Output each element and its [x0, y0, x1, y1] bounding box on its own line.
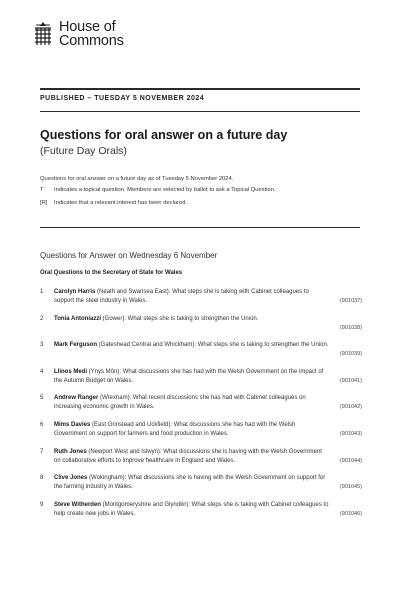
question-body [54, 368, 329, 386]
member-constituency: (Newport West and Islwyn): [86, 448, 164, 455]
legend-symbol: T [40, 187, 44, 193]
question-reference: (901038) [339, 324, 362, 331]
member-name: Tonia Antoniazzi [54, 315, 101, 322]
logo-line-1: House of [59, 19, 116, 35]
question-text: What recent discussions she has had with Cabinet colleagues on increasing economic growth in Wales. [54, 395, 306, 411]
question-reference: (901044) [339, 457, 362, 464]
member-constituency: (Gateshead Central and Whickham): [97, 342, 198, 349]
logo-wordmark [59, 20, 124, 48]
answer-date-heading: Questions for Answer on Wednesday 6 November [40, 251, 218, 260]
question-text: What discussions she is having with the Welsh Government on collaborative efforts to improve healthcare in England and Wales. [54, 448, 322, 464]
question-item [40, 288, 362, 315]
member-constituency: (Ynys Môn): [87, 368, 123, 375]
question-body [54, 341, 329, 350]
divider-published [40, 111, 360, 112]
question-item [40, 341, 362, 368]
member-constituency: (Montgomeryshire and Glyndŵr): [100, 501, 192, 508]
member-constituency: (Wrexham): [98, 395, 133, 402]
question-body [54, 421, 329, 439]
intro-text: Questions for oral answer on a future day as of Tuesday 5 November 2024. [40, 176, 234, 182]
question-list [40, 288, 362, 527]
portcullis-icon [34, 21, 54, 47]
member-constituency: (Neath and Swansea East): [95, 289, 173, 295]
question-item [40, 474, 362, 501]
question-reference: (901037) [339, 298, 362, 304]
question-reference: (901039) [339, 351, 362, 358]
question-number: 3 [40, 342, 44, 349]
question-item [40, 315, 362, 342]
legend-topical [40, 187, 276, 193]
question-item [40, 448, 362, 475]
question-text: What discussions she has had with the Welsh Government on the impact of the Autumn Budget on Wales. [54, 368, 324, 384]
member-name: Andrew Ranger [54, 395, 99, 402]
department-heading: Oral Questions to the Secretary of State for Wales [40, 270, 183, 276]
question-text: What discussions she has had with the Welsh Government on support for farmers and food production in Wales. [54, 421, 296, 437]
question-number: 4 [40, 368, 44, 375]
divider-top [40, 88, 360, 90]
legend-text: Indicates that a relevant interest has been declared. [54, 200, 188, 206]
question-body [54, 394, 329, 412]
question-number: 6 [40, 421, 44, 428]
legend-symbol: [R] [40, 200, 48, 206]
question-reference: (901045) [339, 484, 362, 491]
member-name: Mims Davies [54, 421, 91, 428]
question-body [54, 315, 329, 324]
published-date: PUBLISHED – TUESDAY 5 NOVEMBER 2024 [40, 95, 205, 102]
question-number: 7 [40, 448, 44, 455]
question-item [40, 368, 362, 395]
question-number: 9 [40, 501, 44, 508]
member-name: Steve Witherden [54, 501, 101, 508]
member-name: Clive Jones [54, 475, 88, 482]
question-text: What steps she is taking to strengthen the Union. [197, 342, 329, 349]
question-number: 5 [40, 395, 44, 402]
question-reference: (901046) [339, 510, 362, 517]
question-text: What steps she is taking with Cabinet colleagues to support the steel industry in Wales. [54, 289, 309, 304]
question-text: What discussions she is having with the Welsh Government on support for the farming industry in Wales. [54, 475, 326, 491]
member-constituency: (Wokingham): [87, 475, 128, 482]
question-item [40, 394, 362, 421]
question-reference: (901042) [339, 404, 362, 411]
page-subtitle: (Future Day Orals) [40, 145, 127, 157]
question-body [54, 474, 329, 492]
question-reference: (901041) [339, 377, 362, 384]
page-title: Questions for oral answer on a future day [40, 128, 288, 142]
logo-line-2: Commons [59, 33, 124, 49]
legend-text: Indicates a topical question. Members are selected by ballot to ask a Topical Question. [54, 187, 276, 193]
question-text: What steps she is taking with Cabinet colleagues to help create new jobs in Wales. [54, 501, 329, 517]
question-text: What steps she is taking to strengthen the Union. [127, 315, 259, 322]
question-number: 1 [40, 289, 44, 295]
member-name: Ruth Jones [54, 448, 87, 455]
member-name: Mark Ferguson [54, 342, 98, 349]
member-name: Llinos Medi [54, 368, 87, 375]
question-body [54, 288, 329, 306]
question-item [40, 501, 362, 528]
member-constituency: (East Grinstead and Uckfield): [90, 421, 174, 428]
legend-interest [40, 200, 187, 206]
member-constituency: (Gower): [101, 315, 128, 322]
question-item [40, 421, 362, 448]
house-of-commons-logo [34, 20, 124, 48]
question-number: 2 [40, 315, 44, 322]
question-body [54, 448, 329, 466]
question-body [54, 501, 329, 519]
divider-legend [40, 227, 360, 228]
question-number: 8 [40, 475, 44, 482]
member-name: Carolyn Harris [54, 289, 96, 295]
question-reference: (901043) [339, 430, 362, 437]
